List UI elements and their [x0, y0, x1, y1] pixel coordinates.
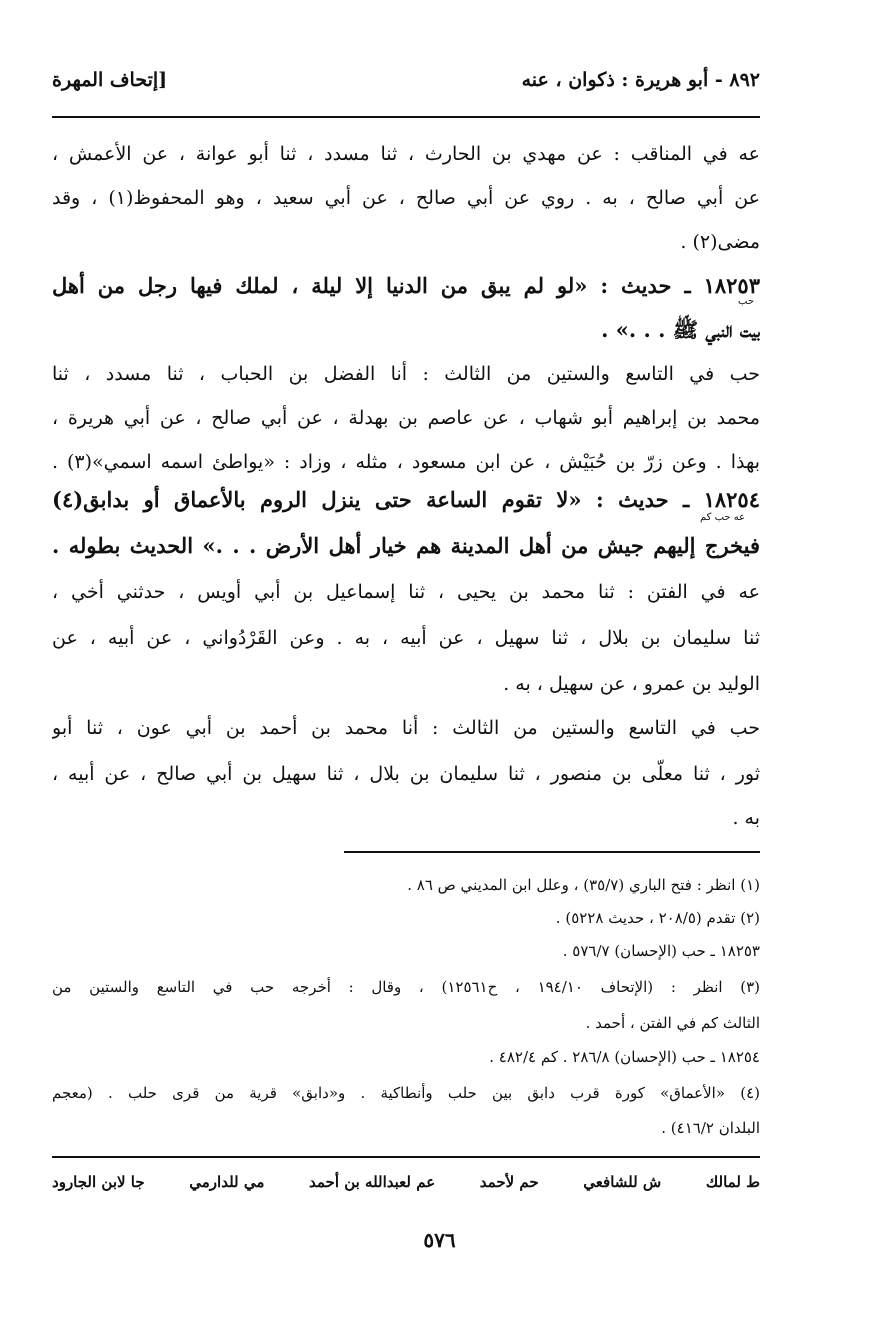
- abbreviation: عم لعبدالله بن أحمد: [309, 1173, 436, 1191]
- text-line: ثور ، ثنا معلّى بن منصور ، ثنا سليمان بن بلال ، ثنا سهيل بن أبي صالح ، عن أبيه ،: [52, 763, 760, 785]
- text-line: ثنا سليمان بن بلال ، ثنا سهيل ، عن أبيه ، به . وعن القَرْدُواني ، عن أبيه ، عن: [52, 627, 760, 649]
- hadith-heading: ١٨٢٥٣ ـ حديث : «لو لم يبق من الدنيا إلا ليلة ، لملك فيها رجل من أهل: [52, 273, 760, 298]
- footnote: ١٨٢٥٤ ـ حب (الإحسان) ٢٨٦/٨ . كم ٤٨٢/٤ .: [489, 1048, 760, 1066]
- text-line: به .: [732, 807, 760, 829]
- source-marker: عه حب كم: [700, 512, 746, 523]
- footnote: (٢) تقدم (٢٠٨/٥ ، حديث ٥٢٢٨) .: [555, 909, 760, 927]
- text-line: عه في المناقب : عن مهدي بن الحارث ، ثنا مسدد ، ثنا أبو عوانة ، عن الأعمش ،: [52, 143, 760, 165]
- running-header: [52, 62, 760, 98]
- text-line: محمد بن إبراهيم أبو شهاب ، عن عاصم بن بهدلة ، عن أبي صالح ، عن أبي هريرة ،: [52, 407, 760, 429]
- footnote: الثالث كم في الفتن ، أحمد .: [585, 1014, 760, 1032]
- text-line: حب في التاسع والستين من الثالث : أنا محمد بن أحمد بن أبي عون ، ثنا أبو: [52, 717, 760, 739]
- abbreviation: حم لأحمد: [479, 1173, 539, 1191]
- header-rule: [52, 116, 760, 118]
- hadith-heading: بيت النبي ﷺ . . .» .: [601, 317, 760, 342]
- abbreviation: جا لابن الجارود: [52, 1173, 145, 1191]
- hadith-heading: ١٨٢٥٤ ـ حديث : «لا تقوم الساعة حتى ينزل الروم بالأعماق أو بدابق(٤): [52, 487, 760, 512]
- abbreviation: ش للشافعي: [583, 1173, 662, 1191]
- abbreviations-key: [52, 1165, 760, 1199]
- footnote: البلدان ٤١٦/٢) .: [661, 1119, 760, 1137]
- footnote: ١٨٢٥٣ ـ حب (الإحسان) ٥٧٦/٧ .: [562, 942, 760, 960]
- abbreviation: مي للدارمي: [189, 1173, 265, 1191]
- footnote: (١) انظر : فتح الباري (٣٥/٧) ، وعلل ابن المديني ص ٨٦ .: [407, 876, 760, 894]
- text-line: عه في الفتن : ثنا محمد بن يحيى ، ثنا إسماعيل بن أبي أويس ، حدثني أخي ،: [52, 581, 760, 603]
- text-line: بهذا . وعن زرّ بن حُبَيْش ، عن ابن مسعود ، مثله ، وزاد : «يواطئ اسمه اسمي»(٣) .: [52, 451, 760, 473]
- header-section-title: ٨٩٢ - أبو هريرة : ذكوان ، عنه: [521, 69, 760, 91]
- hadith-heading: فيخرج إليهم جيش من أهل المدينة هم خيار أهل الأرض . . .» الحديث بطوله .: [52, 533, 760, 558]
- text-line: الوليد بن عمرو ، عن سهيل ، به .: [503, 673, 760, 695]
- abbreviation: ط لمالك: [705, 1173, 760, 1191]
- footnote: (٣) انظر : (الإتحاف ١٩٤/١٠ ، ح١٢٥٦١) ، وقال : أخرجه حب في التاسع والستين من: [52, 978, 760, 996]
- source-marker: حب: [738, 296, 755, 307]
- header-book-title: [إتحاف المهرة: [52, 69, 168, 91]
- text-line: حب في التاسع والستين من الثالث : أنا الفضل بن الحباب ، ثنا مسدد ، ثنا: [52, 363, 760, 385]
- footnote-rule: [344, 851, 760, 853]
- text-line: مضى(٢) .: [680, 231, 760, 253]
- text-line: عن أبي صالح ، به . روي عن أبي صالح ، عن أبي سعيد ، وهو المحفوظ(١) ، وقد: [52, 187, 760, 209]
- page-number: ٥٧٦: [423, 1228, 456, 1252]
- footnote: (٤) «الأعماق» كورة قرب دابق بين حلب وأنطاكية . و«دابق» قرية من قرى حلب . (معجم: [52, 1084, 760, 1102]
- abbreviations-rule: [52, 1156, 760, 1158]
